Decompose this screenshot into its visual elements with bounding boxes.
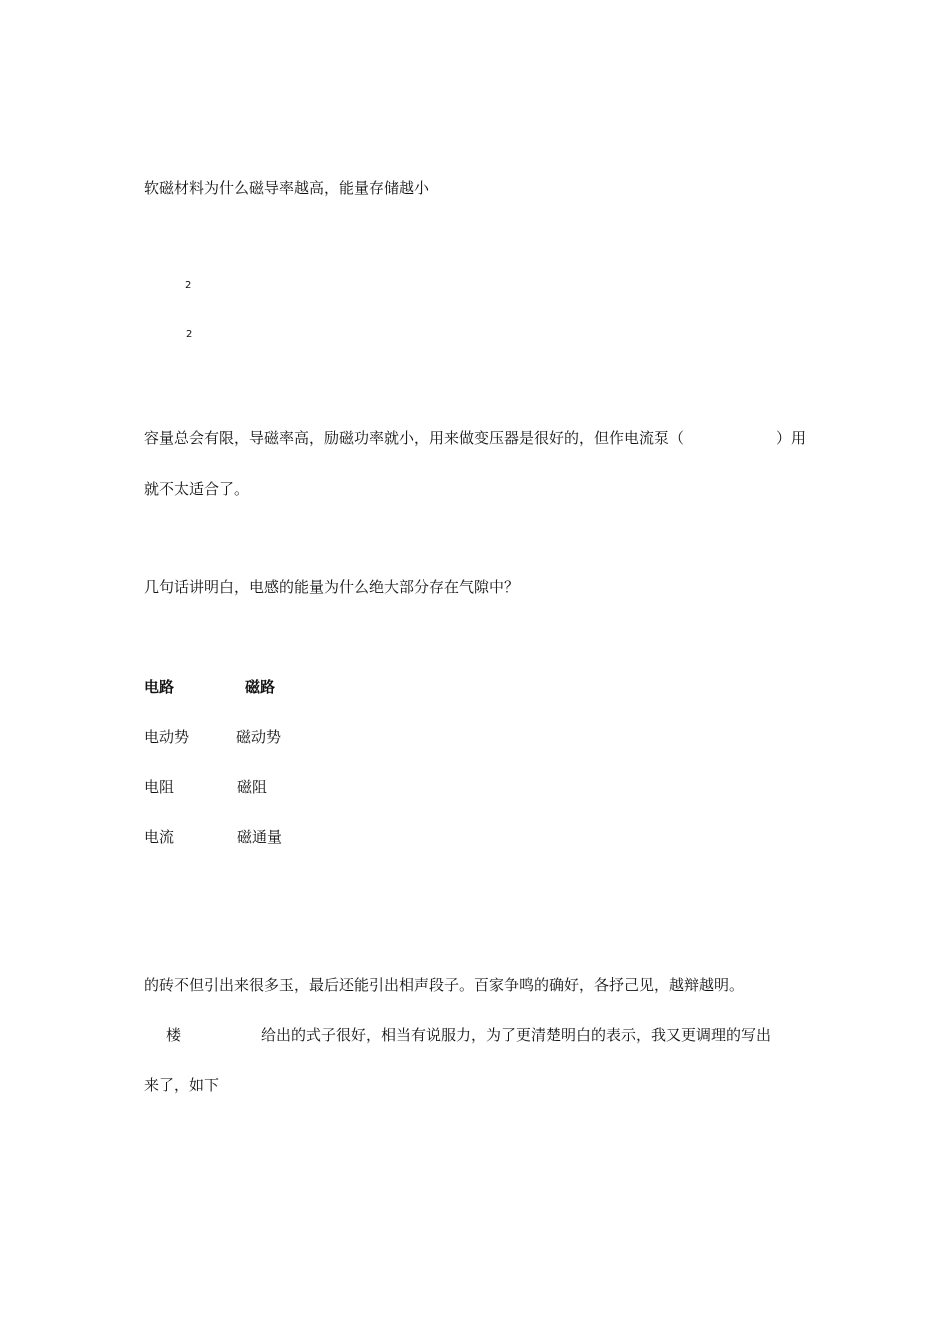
- paragraph-1-line-2: 就不太适合了。: [144, 480, 250, 498]
- table-row-1-left: 电动势: [144, 728, 190, 746]
- table-row-3-right: 磁通量: [237, 828, 283, 846]
- superscript-1: 2: [185, 280, 192, 291]
- table-row-1-right: 磁动势: [236, 728, 282, 746]
- paragraph-3-lead: 楼: [166, 1026, 182, 1044]
- question-line: 几句话讲明白，电感的能量为什么绝大部分存在气隙中？: [144, 578, 520, 596]
- table-row-2-right: 磁阻: [237, 778, 268, 796]
- table-header-circuit: 电路: [144, 678, 175, 696]
- paragraph-3-text: 给出的式子很好，相当有说服力，为了更清楚明白的表示，我又更调理的写出: [261, 1026, 772, 1044]
- document-title: 软磁材料为什么磁导率越高，能量存储越小: [144, 179, 430, 197]
- superscript-2: 2: [186, 329, 193, 340]
- table-header-magnetic: 磁路: [245, 678, 276, 696]
- paragraph-1-line-1: 容量总会有限，导磁率高，励磁功率就小，用来做变压器是很好的，但作电流泵（: [144, 429, 685, 447]
- paragraph-2: 的砖不但引出来很多玉，最后还能引出相声段子。百家争鸣的确好，各抒己见，越辩越明。: [144, 976, 745, 994]
- table-row-3-left: 电流: [144, 828, 175, 846]
- paragraph-1-line-1-end: ）用: [776, 429, 807, 447]
- paragraph-3-continuation: 来了，如下: [144, 1076, 220, 1094]
- table-row-2-left: 电阻: [144, 778, 175, 796]
